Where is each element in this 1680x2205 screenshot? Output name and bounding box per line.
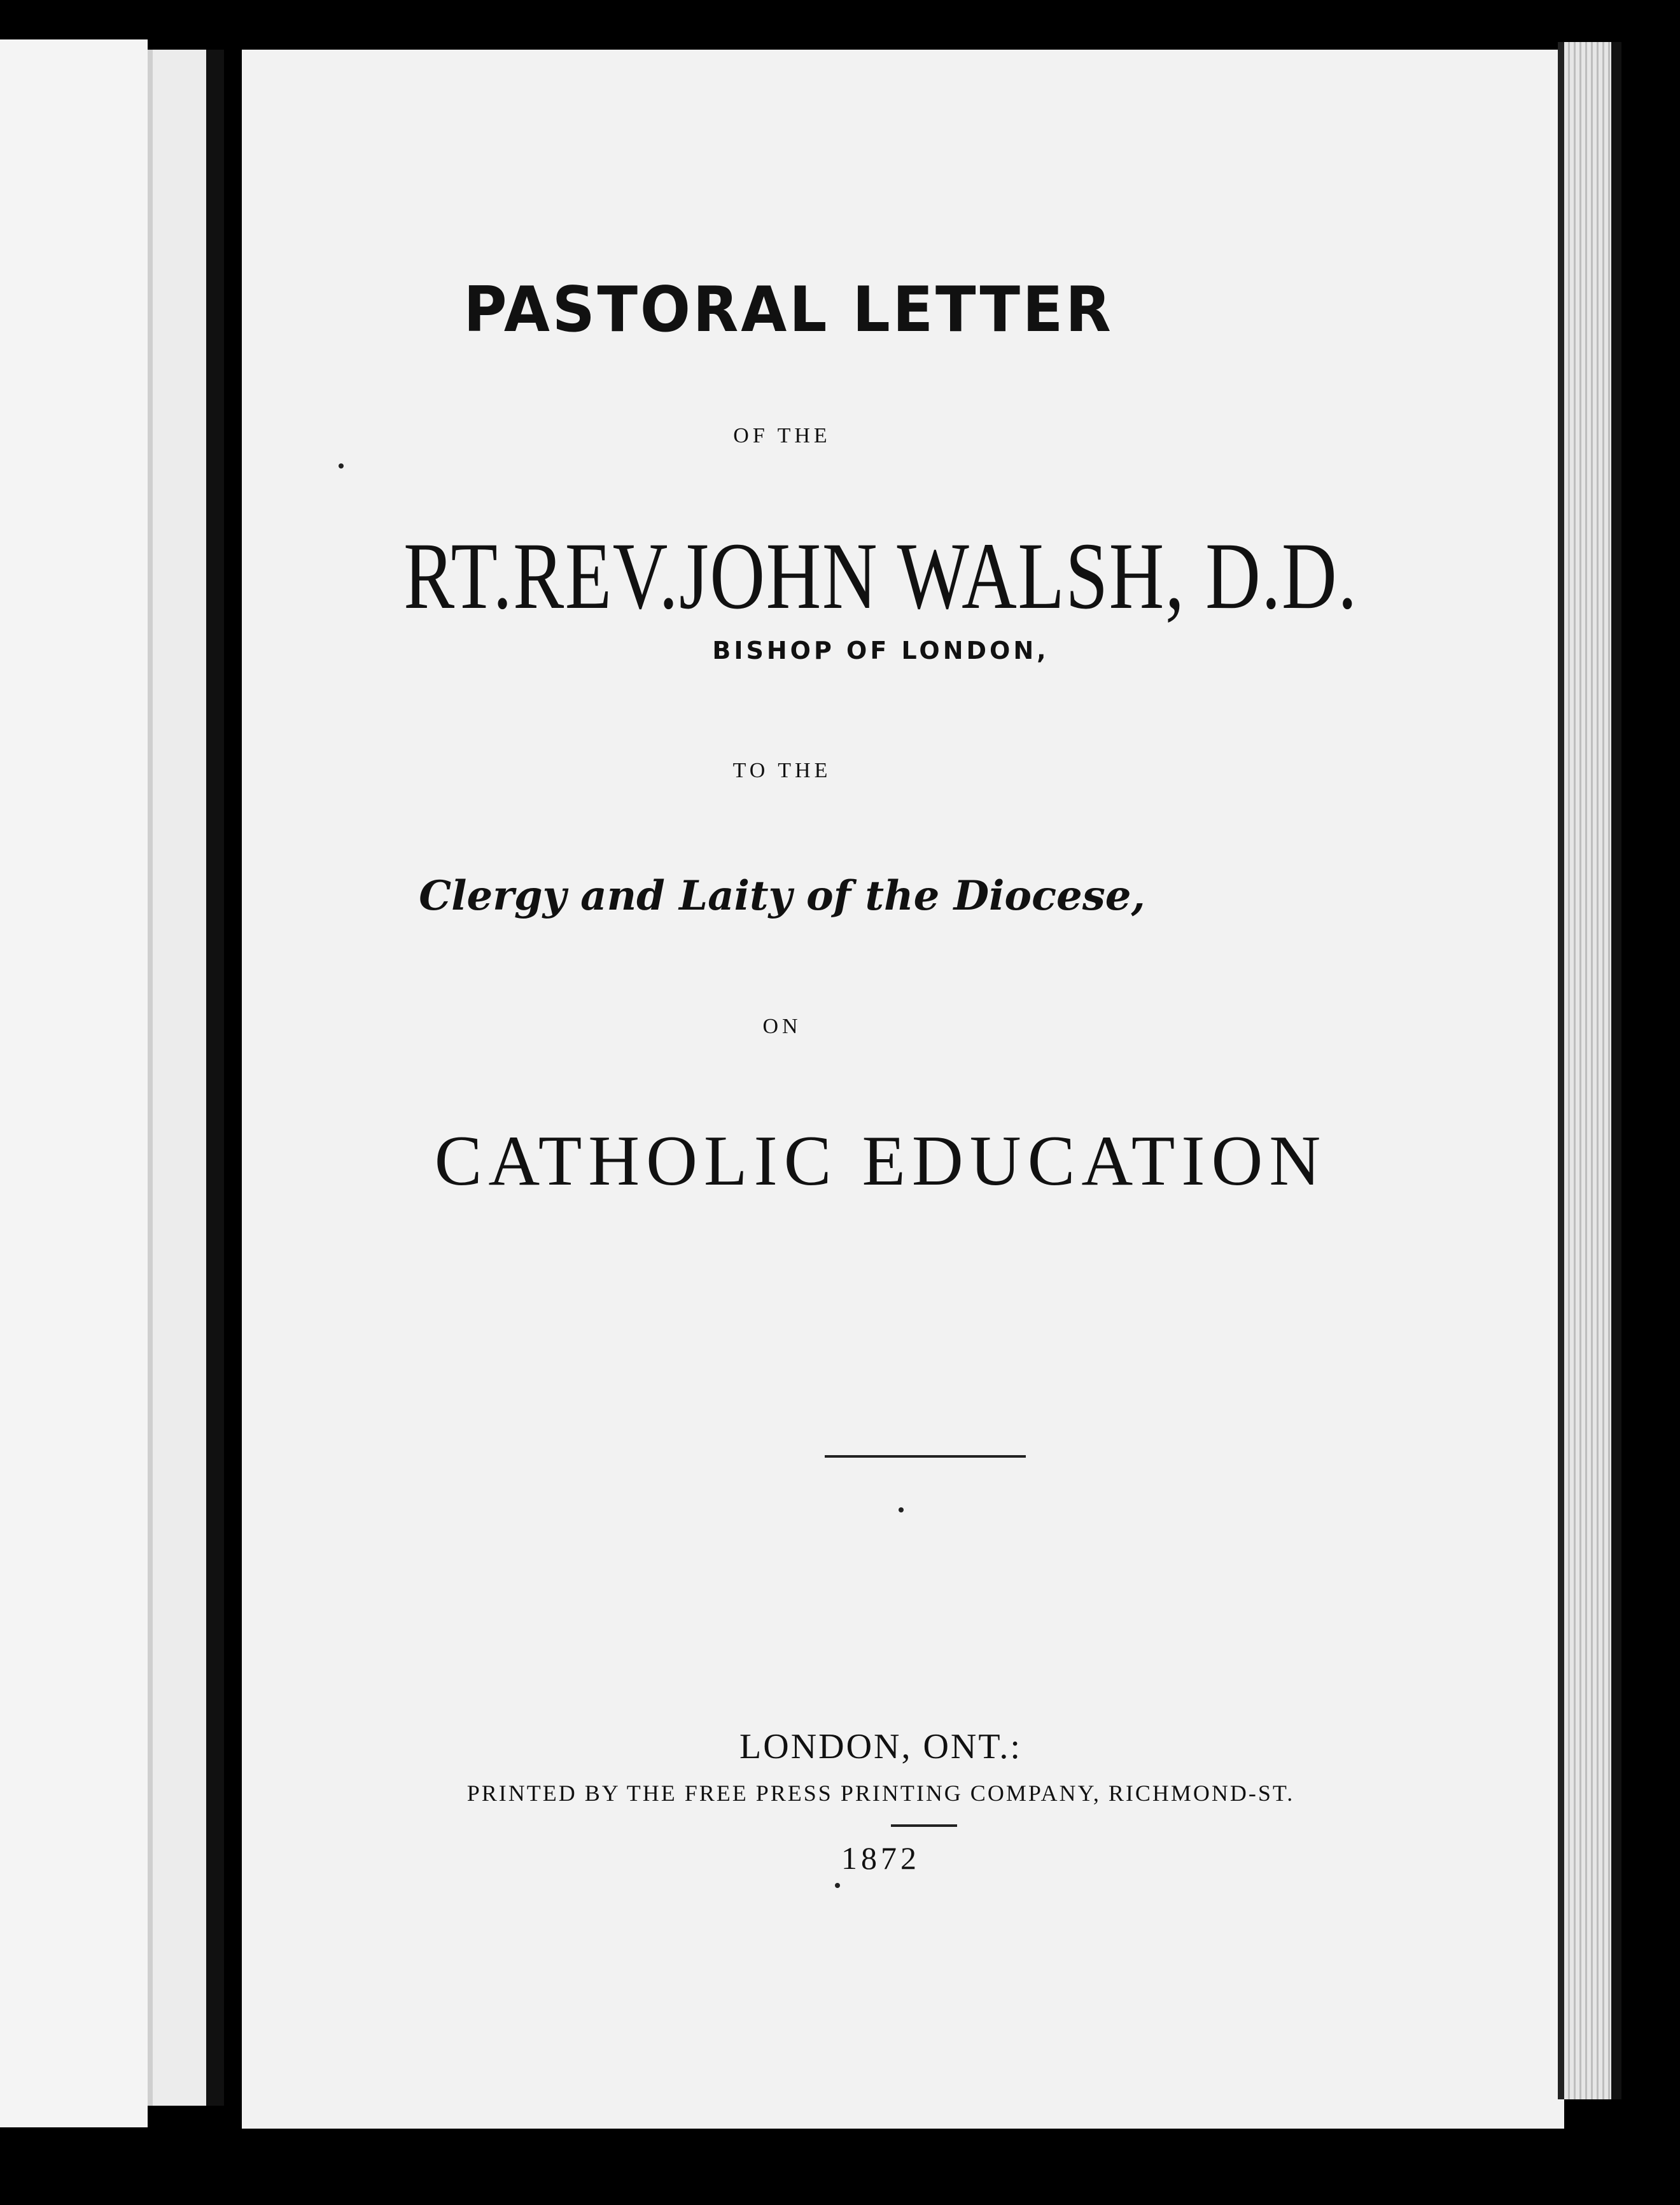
main-heading: PASTORAL LETTER [463,274,1114,346]
on-text: ON [762,1015,802,1038]
audience-line: Clergy and Laity of the Diocese, [419,872,1145,920]
ink-speck [899,1507,904,1512]
subject-title: CATHOLIC EDUCATION [434,1122,1327,1201]
ink-speck [835,1883,840,1888]
divider-rule [825,1455,1026,1458]
ink-speck [339,463,344,468]
left-flyleaf [0,39,148,2127]
page-edges [1558,42,1621,2099]
to-the-text: TO THE [732,759,832,782]
imprint-printer: PRINTED BY THE FREE PRESS PRINTING COMPANY, RICHMOND-ST. [466,1780,1295,1806]
of-the-text: OF THE [733,424,831,447]
author-title: BISHOP OF LONDON, [712,637,1049,665]
author-name: RT.REV.JOHN WALSH, D.D. [403,523,1358,629]
imprint-place: LONDON, ONT.: [739,1727,1022,1766]
imprint-year: 1872 [841,1840,920,1876]
book-gutter [148,50,224,2106]
year-rule [891,1824,957,1827]
title-page [242,50,1564,2129]
